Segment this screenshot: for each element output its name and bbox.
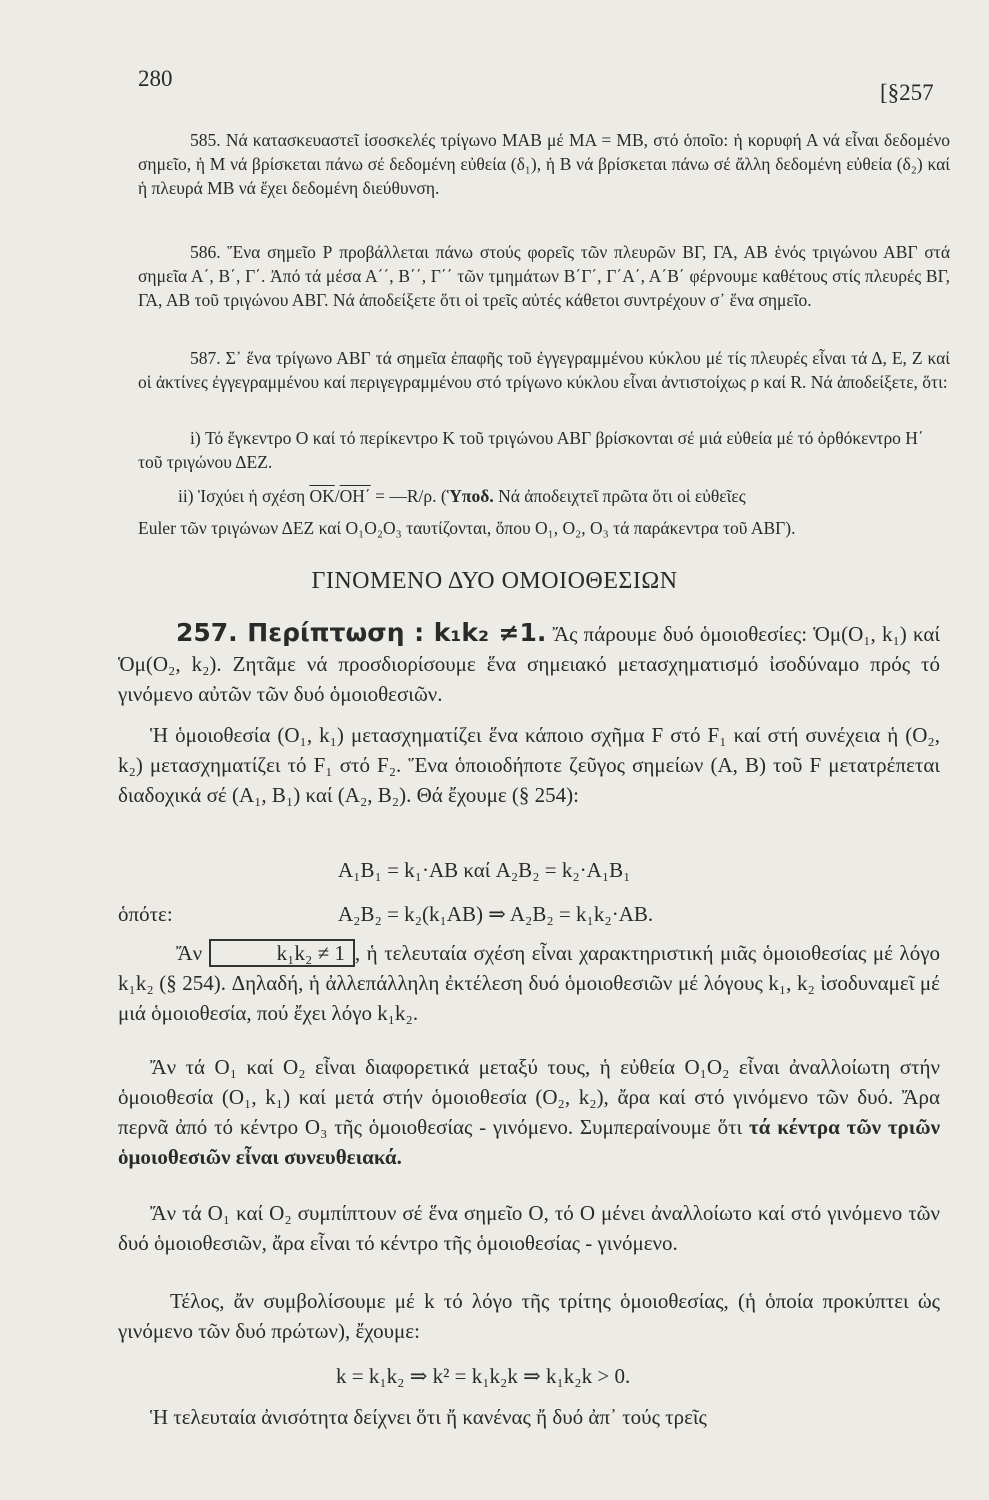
paragraph-collinear	[118, 1052, 940, 1172]
exercise-587-part-i: i) Τό ἔγκεντρο Ο καί τό περίκεντρο Κ τοῦ τριγώνου ΑΒΓ βρίσκονται σέ μιά εὐθεία μέ τό ὀρθόκεντρο Η΄ τοῦ τριγώνου ΔΕΖ.	[138, 428, 924, 472]
part-ii-hint: Νά ἀποδειχτεῖ πρῶτα ὅτι οἱ εὐθεῖες	[498, 486, 746, 506]
paragraph-ratio	[118, 938, 940, 1028]
exercise-587-part-ii-cont: Euler τῶν τριγώνων ΔΕΖ καί O₁O₂O₃ ταυτίζονται, ὅπου O₁, O₂, O₃ τά παράκεντρα τοῦ ΑΒΓ).	[138, 518, 796, 538]
paragraph-text: Ἄν τά Ο₁ καί Ο₂ εἶναι διαφορετικά μεταξύ τους, ἡ εὐθεία Ο₁Ο₂ εἶναι ἀναλλοίωτη στήν ὁμοιοθεσία (Ο₁, k₁) καί μετά στήν ὁμοιοθεσία (Ο₂, k₂), ἄρα καί στό γινόμενο τῶν δυό. Ἄρα περνᾶ ἀπό τό κέντρο Ο₃ τῆς ὁμοιοθεσίας - γινόμενο. Συμπεραίνουμε ὅτι	[118, 1055, 940, 1139]
vector-slash: /	[334, 486, 340, 506]
paragraph-coincide: Ἄν τά Ο₁ καί Ο₂ συμπίπτουν σέ ἕνα σημεῖο Ο, τό Ο μένει ἀναλλοίωτο καί στό γινόμενο τῶν δυό ὁμοιοθεσιῶν, ἄρα εἶναι τό κέντρο τῆς ὁμοιοθεσίας - γινόμενο.	[118, 1201, 940, 1255]
paragraph-transform: Ἡ ὁμοιοθεσία (Ο₁, k₁) μετασχηματίζει ἕνα κάποιο σχῆμα F στό F₁ καί στή συνέχεια ἡ (Ο₂, k₂) μετασχηματίζει τό F₁ στό F₂. Ἕνα ὁποιοδήποτε ζεῦγος σημείων (Α, Β) τοῦ F μετατρέπεται διαδοχικά σέ (Α₁, Β₁) καί (Α₂, Β₂). Θά ἔχουμε (§ 254):	[118, 723, 940, 807]
section-heading: 257. Περίπτωση : k₁k₂ ≠1.	[176, 618, 547, 647]
formula-label: ὁπότε:	[118, 902, 173, 926]
boxed-condition: k₁k₂ ≠ 1	[209, 939, 355, 967]
exercise-number: 586.	[190, 242, 221, 262]
paragraph-prefix: Ἄν	[176, 941, 203, 965]
hint-label: Ὑποδ.	[446, 486, 494, 506]
paragraph-text: , ἡ τελευταία σχέση εἶναι χαρακτηριστική μιᾶς ὁμοιοθεσίας μέ λόγο k₁k₂ (§ 254). Δηλαδή, ἡ ἀλλεπάλληλη ἐκτέλεση δυό ὁμοιοθεσιῶν μέ λόγους k₁, k₂ ἰσοδυναμεῖ μέ μιά ὁμοιοθεσία, πού ἔχει λόγο k₁k₂.	[118, 941, 940, 1025]
vector-oh: $\overline{OH΄}$	[339, 486, 371, 506]
formula-vectors: A₁B₁ = k₁·AB καί A₂B₂ = k₂·A₁B₁	[338, 858, 631, 882]
paragraph-ratio-k: Τέλος, ἄν συμβολίσουμε μέ k τό λόγο τῆς τρίτης ὁμοιοθεσίας, (ἡ ὁποία προκύπτει ὡς γινόμενο τῶν δυό πρώτων), ἔχουμε:	[118, 1289, 940, 1343]
exercise-number: 585.	[190, 130, 221, 150]
vector-ok: $\overline{OK}$	[309, 486, 335, 506]
exercise-text: Σ᾽ ἕνα τρίγωνο ΑΒΓ τά σημεῖα ἐπαφῆς τοῦ ἐγγεγραμμένου κύκλου μέ τίς πλευρές εἶναι τά Δ, Ε, Ζ καί οἱ ἀκτίνες ἐγγεγραμμένου καί περιγεγραμμένου στό τρίγωνο κύκλου εἶναι ἀντιστοίχως ρ καί R. Νά ἀποδείξετε, ὅτι:	[138, 348, 950, 392]
bold-conclusion: τά κέντρα τῶν τριῶν ὁμοιοθεσιῶν εἶναι συνευθειακά.	[118, 1115, 940, 1169]
part-ii-text: ii) Ἰσχύει ἡ σχέση	[178, 486, 306, 506]
paragraph-last: Ἡ τελευταία ἀνισότητα δείχνει ὅτι ἤ κανένας ἤ δυό ἀπ᾽ τούς τρεῖς	[150, 1405, 707, 1429]
exercise-number: 587.	[190, 348, 221, 368]
exercise-text: Ἕνα σημεῖο Ρ προβάλλεται πάνω στούς φορεῖς τῶν πλευρῶν ΒΓ, ΓΑ, ΑΒ ἑνός τριγώνου ΑΒΓ στά σημεῖα Α΄, Β΄, Γ΄. Ἀπό τά μέσα Α΄΄, Β΄΄, Γ΄΄ τῶν τμημάτων Β΄Γ΄, Γ΄Α΄, Α΄Β΄ φέρνουμε καθέτους στίς πλευρές ΒΓ, ΓΑ, ΑΒ τοῦ τριγώνου ΑΒΓ. Νά ἀποδείξετε ὅτι οἱ τρεῖς αὐτές κάθετοι συντρέχουν σ᾽ ἕνα σημεῖο.	[138, 242, 951, 310]
section-title: ΓΙΝΟΜΕΝΟ ΔΥΟ ΟΜΟΙΟΘΕΣΙΩΝ	[311, 568, 678, 594]
part-ii-ratio: = —R/ρ. (	[375, 486, 447, 506]
section-reference: [§257	[880, 80, 934, 105]
exercise-587	[138, 346, 950, 394]
paragraph-intro	[118, 618, 940, 709]
exercise-587-part-ii	[138, 484, 950, 508]
exercise-585	[138, 128, 950, 200]
formula-inequality: k = k₁k₂ ⇒ k² = k₁k₂k ⇒ k₁k₂k > 0.	[336, 1364, 631, 1388]
formula-product: A₂B₂ = k₂(k₁AB) ⇒ A₂B₂ = k₁k₂·AB.	[338, 902, 654, 926]
exercise-586	[138, 240, 950, 312]
exercise-text: Νά κατασκευαστεῖ ἰσοσκελές τρίγωνο ΜΑΒ μέ ΜΑ = ΜΒ, στό ὁποῖο: ἡ κορυφή Α νά εἶναι δεδομένο σημεῖο, ἡ Μ νά βρίσκεται πάνω σέ δεδομένη εὐθεία (δ₁), ἡ Β νά βρίσκεται πάνω σέ ἄλλη δεδομένη εὐθεία (δ₂) καί ἡ πλευρά ΜΒ νά ἔχει δεδομένη διεύθυνση.	[138, 130, 950, 198]
paragraph-text: Ἄς πάρουμε δυό ὁμοιοθεσίες: Ὁμ(Ο₁, k₁) καί Ὁμ(Ο₂, k₂). Ζητᾶμε νά προσδιορίσουμε ἕνα σημειακό μετασχηματισμό ἰσοδύναμο πρός τό γινόμενο αὐτῶν τῶν δυό ὁμοιοθεσιῶν.	[118, 622, 941, 706]
page-number: 280	[138, 66, 173, 91]
